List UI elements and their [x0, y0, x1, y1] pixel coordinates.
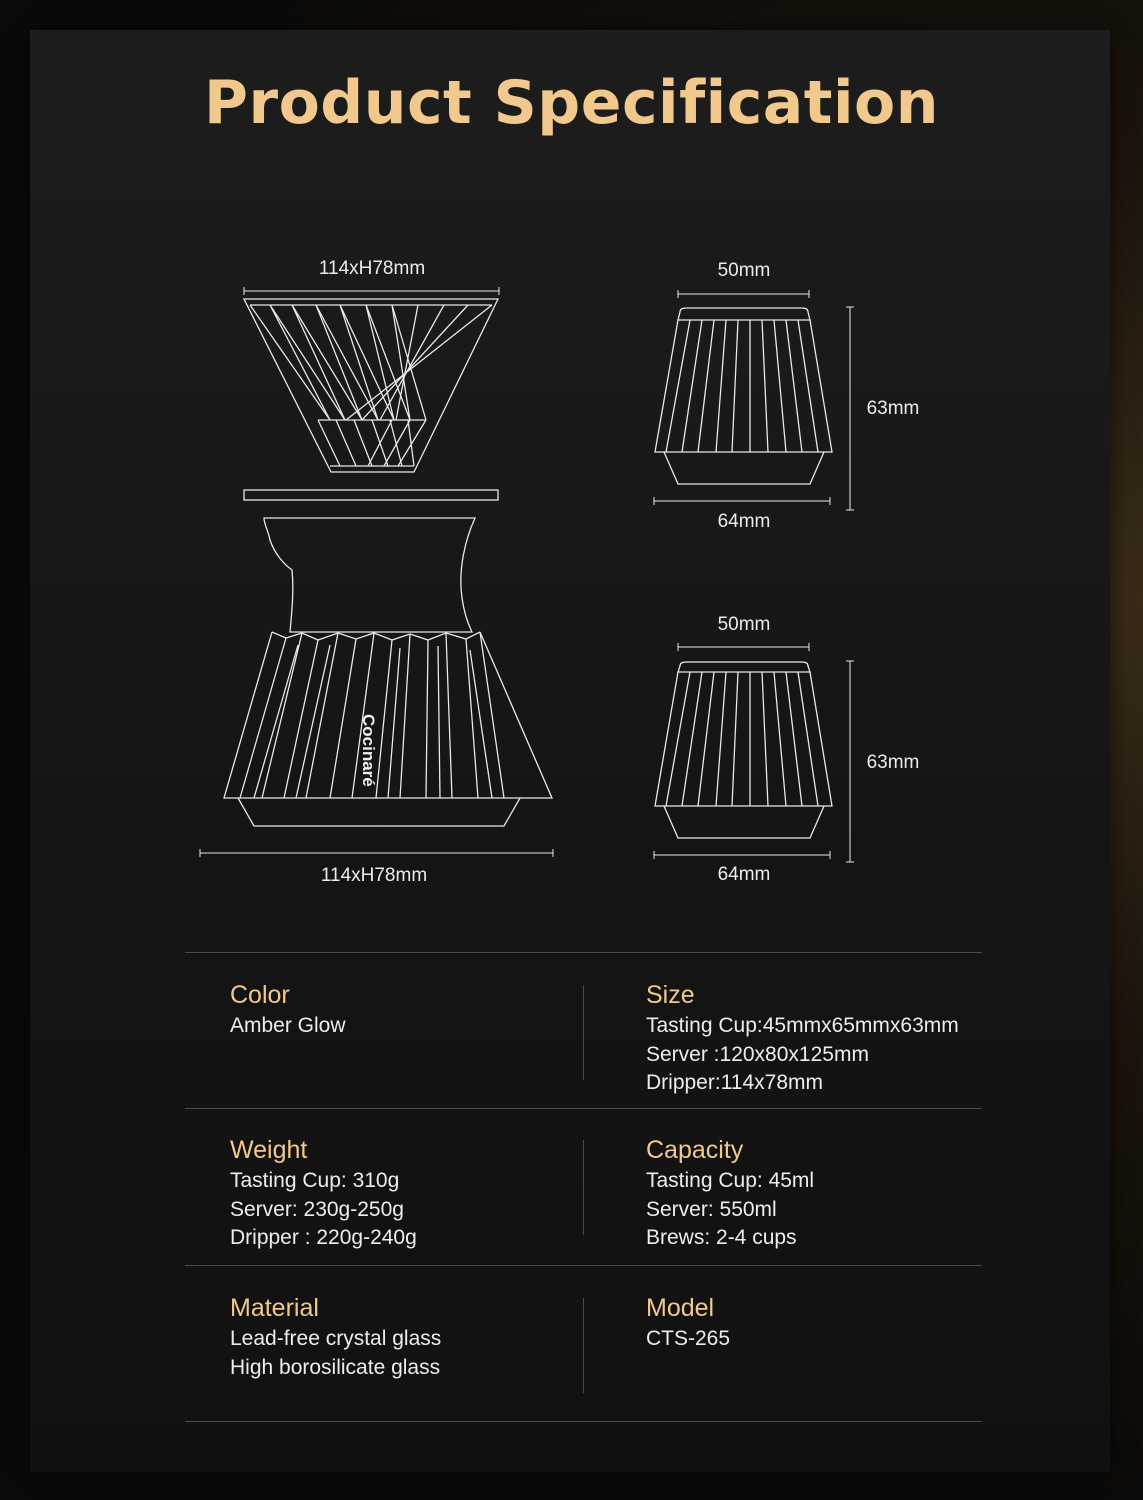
spec-value: Lead-free crystal glass: [230, 1327, 442, 1350]
cup2-height-label: 63mm: [866, 752, 920, 773]
column-divider: [583, 1298, 584, 1393]
column-divider: [583, 1140, 584, 1235]
spec-value: Tasting Cup: 310g: [230, 1169, 400, 1192]
spec-value: Server :120x80x125mm: [646, 1042, 869, 1066]
divider: [185, 1108, 982, 1109]
spec-heading: Material: [230, 1294, 319, 1322]
page-title: Product Specification: [204, 68, 939, 138]
spec-value: Dripper:114x78mm: [646, 1071, 824, 1094]
spec-weight: [230, 1135, 417, 1253]
spec-value: Amber Glow: [230, 1014, 346, 1037]
divider: [185, 1265, 982, 1266]
spec-color: [230, 980, 346, 1041]
spec-value: Tasting Cup:45mmx65mmx63mm: [646, 1014, 959, 1037]
server-dimension-label: 114xH78mm: [320, 865, 428, 886]
divider: [185, 952, 982, 953]
cup2-top-width-label: 50mm: [717, 614, 771, 635]
spec-value: Dripper : 220g-240g: [230, 1226, 417, 1249]
divider: [185, 1421, 982, 1422]
spec-heading: Weight: [230, 1136, 308, 1164]
column-divider: [583, 985, 584, 1080]
brand-logo-text: Cocinaré: [359, 714, 378, 787]
spec-model: [646, 1293, 730, 1354]
spec-value: Server: 550ml: [646, 1197, 777, 1221]
spec-heading: Size: [646, 981, 695, 1009]
cup1-top-width-label: 50mm: [717, 260, 771, 281]
spec-value: CTS-265: [646, 1327, 731, 1350]
spec-value: Server: 230g-250g: [230, 1197, 404, 1221]
spec-heading: Model: [646, 1294, 715, 1322]
cup2-bottom-width-label: 64mm: [717, 864, 771, 885]
dripper-dimension-label: 114xH78mm: [318, 258, 426, 279]
spec-value: High borosilicate glass: [230, 1355, 441, 1379]
cup1-height-label: 63mm: [866, 398, 920, 419]
spec-capacity: [646, 1135, 814, 1253]
spec-material: [230, 1293, 441, 1382]
cup1-bottom-width-label: 64mm: [717, 511, 771, 532]
spec-heading: Color: [230, 981, 290, 1009]
spec-value: Brews: 2-4 cups: [646, 1226, 797, 1249]
spec-value: Tasting Cup: 45ml: [646, 1169, 815, 1192]
spec-heading: Capacity: [646, 1136, 744, 1164]
spec-size: [646, 980, 959, 1098]
